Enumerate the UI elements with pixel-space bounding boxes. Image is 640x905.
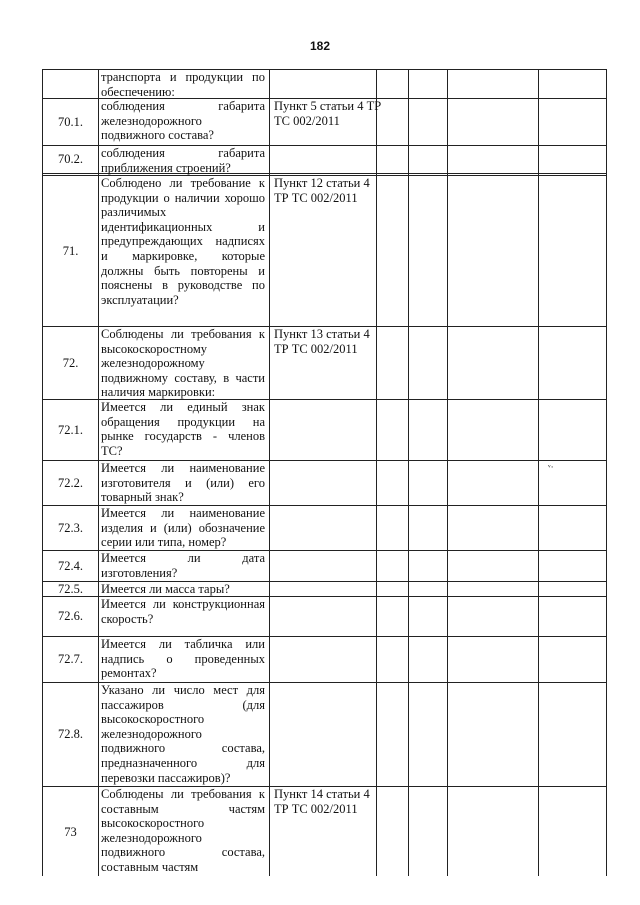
question-text: Имеется ли масса тары? [101,582,230,596]
row-number: 72.7. [58,652,83,666]
table-row [43,461,606,506]
row-number: 72.3. [58,520,83,535]
question-text: Соблюдено ли требование к продукции о наличии хорошо различимых идентификационных и предупреждающих надписях и маркировке, которые должны быть повторены и пояснены в руководстве по эксплуатации? [101,176,265,307]
table-row [43,506,606,551]
table-row [43,99,606,146]
table-row [43,70,606,99]
question-text: Соблюдены ли требования к высокоскоростному железнодорожному подвижному составу, в части наличия маркировки: [101,327,265,400]
reference-text: Пункт 5 статьи 4 ТР ТС 002/2011 [274,99,382,128]
reference-text: Пункт 14 статьи 4 ТР ТС 002/2011 [274,787,370,816]
row-number: 70.2. [58,152,83,166]
table-row [43,551,606,582]
question-text: Имеется ли наименование изделия и (или) обозначение серии или типа, номер? [101,506,265,550]
question-text: Имеется ли единый знак обращения продукции на рынке государств - членов ТС? [101,400,265,458]
row-number: 72.1. [58,422,83,437]
row-number: 72.5. [58,581,83,596]
row-number: 70.1. [58,114,83,129]
handwritten-mark: ᵛ· [548,462,554,472]
question-text: транспорта и продукции по обеспечению: [101,70,265,99]
table-row [43,683,606,787]
question-text: соблюдения габарита железнодорожного подвижного состава? [101,99,265,143]
question-text: Указано ли число мест для пассажиров (для высокоскоростного железнодорожного подвижного состава, предназначенного для перевозки пассажиров)? [101,683,265,785]
table-row [43,637,606,683]
table-row [43,597,606,637]
table-row [43,400,606,461]
row-number: 72. [62,355,79,370]
row-number [43,70,98,98]
question-text: Имеется ли дата изготовления? [101,551,265,580]
question-text: Имеется ли конструкционная скорость? [101,597,265,626]
table-row [43,327,606,400]
question-text: Имеется ли табличка или надпись о проведенных ремонтах? [101,637,265,681]
row-number: 72.4. [58,558,83,573]
question-text: соблюдения габарита приближения строений? [101,146,265,175]
row-number: 72.8. [58,727,83,741]
table-row [43,176,606,327]
row-number: 72.6. [58,609,83,623]
table-row [43,787,606,877]
row-number: 73 [64,824,77,839]
row-number: 72.2. [58,475,83,490]
table-row [43,146,606,176]
reference-text: Пункт 13 статьи 4 ТР ТС 002/2011 [274,327,370,356]
table-row [43,582,606,597]
reference-text: Пункт 12 статьи 4 ТР ТС 002/2011 [274,176,370,205]
row-number: 71. [62,243,79,258]
question-text: Соблюдены ли требования к составным частям высокоскоростного железнодорожного подвижного состава, составным частям [101,787,265,874]
page-number: 182 [309,39,331,53]
question-text: Имеется ли наименование изготовителя и (или) его товарный знак? [101,461,265,505]
checklist-table [42,69,607,876]
